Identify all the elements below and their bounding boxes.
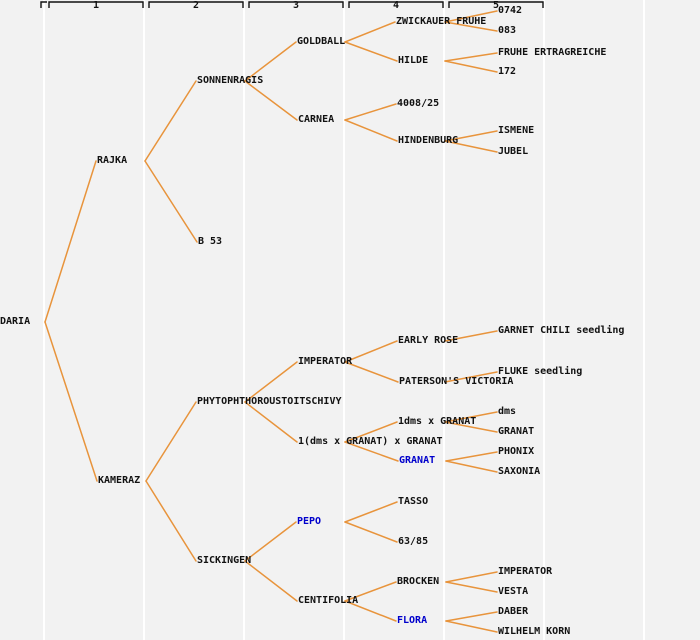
variety-label-fluke: FLUKE seedling	[498, 366, 583, 377]
variety-label-daria: DARIA	[0, 316, 31, 327]
variety-label-hilde: HILDE	[398, 55, 429, 66]
variety-label-n4008: 4008/25	[397, 98, 440, 109]
variety-label-n083: 083	[498, 25, 517, 36]
edge-carnea-n4008	[345, 104, 396, 120]
variety-label-goldball: GOLDBALL	[297, 36, 346, 47]
variety-label-n172: 172	[498, 66, 517, 77]
variety-label-wilhelmkorn: WILHELM KORN	[498, 626, 571, 637]
variety-label-jubel: JUBEL	[498, 146, 529, 157]
variety-label-imperator3: IMPERATOR	[298, 356, 353, 367]
edge-kameraz-sickingen	[146, 481, 196, 561]
variety-label-sonnenragis: SONNENRAGIS	[197, 75, 264, 86]
generation-label-4: 4	[392, 0, 400, 11]
edge-kameraz-phyto	[146, 402, 196, 481]
variety-label-cross2: 1dms x GRANAT	[398, 416, 477, 427]
edge-goldball-zwickauer	[345, 22, 395, 42]
variety-label-rajka: RAJKA	[97, 155, 128, 166]
variety-label-vesta: VESTA	[498, 586, 529, 597]
edge-daria-rajka	[45, 161, 96, 322]
variety-label-granat5: GRANAT	[498, 426, 535, 437]
variety-label-centifolia: CENTIFOLIA	[298, 595, 359, 606]
variety-label-daber: DABER	[498, 606, 529, 617]
generation-label-3: 3	[292, 0, 300, 11]
variety-label-imperator5: IMPERATOR	[498, 566, 553, 577]
edge-hilde-n172	[445, 61, 497, 72]
edge-granat4-saxonia	[446, 461, 497, 472]
edge-sickingen-pepo	[245, 522, 296, 561]
variety-label-carnea: CARNEA	[298, 114, 335, 125]
variety-link-pepo[interactable]: PEPO	[297, 516, 322, 527]
edge-imperator3-earlyrose	[345, 341, 397, 362]
variety-label-tasso: TASSO	[398, 496, 429, 507]
variety-label-fruheertr: FRUHE ERTRAGREICHE	[498, 47, 607, 58]
generation-label-1: 1	[92, 0, 100, 11]
edge-carnea-hindenburg	[345, 120, 397, 141]
edge-granat4-phonix	[446, 452, 497, 461]
edge-daria-kameraz	[45, 322, 97, 481]
variety-label-sickingen: SICKINGEN	[197, 555, 252, 566]
variety-label-brocken: BROCKEN	[397, 576, 440, 587]
edge-sickingen-centifolia	[245, 561, 297, 601]
variety-label-earlyrose: EARLY ROSE	[398, 335, 459, 346]
variety-label-dms: dms	[498, 406, 517, 417]
variety-link-flora[interactable]: FLORA	[397, 615, 428, 626]
edge-goldball-hilde	[345, 42, 397, 61]
edge-hilde-fruheertr	[445, 53, 497, 61]
variety-label-n0742: 0742	[498, 5, 523, 16]
variety-link-granat4[interactable]: GRANAT	[399, 455, 436, 466]
edge-flora-daber	[446, 612, 497, 621]
variety-label-kameraz: KAMERAZ	[98, 475, 141, 486]
edge-phyto-cross1	[245, 402, 297, 442]
edge-pepo-tasso	[345, 502, 397, 522]
variety-label-saxonia: SAXONIA	[498, 466, 541, 477]
variety-label-phonix: PHONIX	[498, 446, 535, 457]
edge-flora-wilhelmkorn	[446, 621, 497, 632]
generation-label-5: 5	[492, 0, 500, 11]
edge-brocken-vesta	[446, 582, 497, 592]
variety-label-ismene: ISMENE	[498, 125, 535, 136]
variety-label-n6385: 63/85	[398, 536, 429, 547]
variety-label-hindenburg: HINDENBURG	[398, 135, 459, 146]
variety-label-phyto: PHYTOPHTHOROUSTOITSCHIVY	[197, 396, 342, 407]
variety-label-zwickauer: ZWICKAUER FRUHE	[396, 16, 487, 27]
edge-rajka-b53	[145, 161, 197, 242]
edge-brocken-imperator5	[446, 572, 497, 582]
variety-label-b53: B 53	[198, 236, 223, 247]
edge-rajka-sonnenragis	[145, 81, 196, 161]
variety-label-garnet: GARNET CHILI seedling	[498, 325, 625, 336]
edge-imperator3-patersons	[345, 362, 398, 382]
generation-label-2: 2	[192, 0, 200, 11]
edge-pepo-n6385	[345, 522, 397, 542]
variety-label-patersons: PATERSON'S VICTORIA	[399, 376, 514, 387]
variety-label-cross1: 1(dms x GRANAT) x GRANAT	[298, 436, 443, 447]
